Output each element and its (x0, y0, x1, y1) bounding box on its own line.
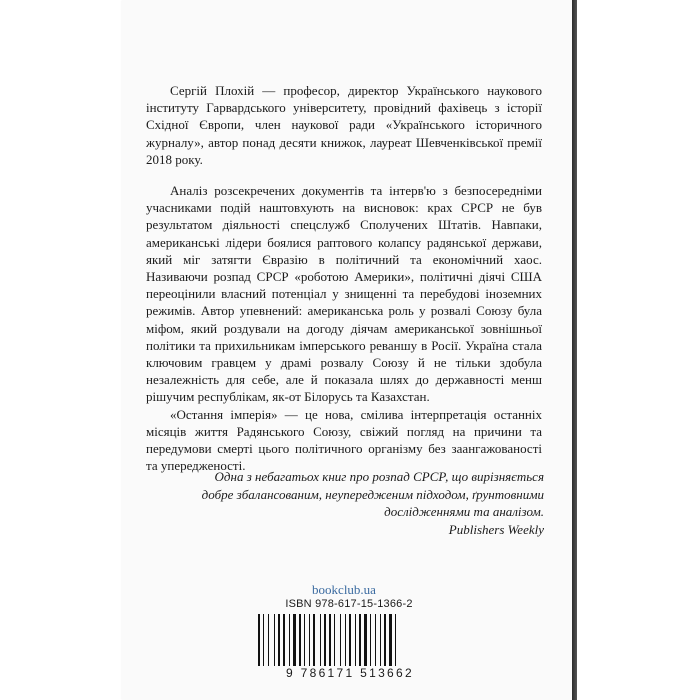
quote-source: Publishers Weekly (448, 521, 544, 537)
summary-paragraph: «Остання імперія» — це нова, смілива інтерпретація останніх місяців життя Радянського Союзу, свіжий погляд на причини та передумови смерті цього політичного організму без заангажованості та упередженості. (146, 406, 542, 474)
book-summary (146, 182, 542, 474)
barcode-icon (258, 614, 442, 666)
review-quote (180, 468, 544, 538)
barcode-digits: 9 786171 513662 (286, 666, 414, 680)
quote-text: Одна з небагатьох книг про розпад СРСР, що вирізняється добре збалансованим, неупередженим підходом, ґрунтовними дослідженнями та аналізом. (201, 469, 544, 519)
author-bio: Сергій Плохій — професор, директор Українського наукового інституту Гарвардського університету, провідний фахівець з історії Східної Європи, член наукової ради «Українського історичного журналу», автор понад десяти книжок, лауреат Шевченківської премії 2018 року. (146, 83, 542, 167)
spine-edge (572, 0, 577, 700)
publisher-website: bookclub.ua (312, 582, 376, 597)
isbn-label: ISBN 978-617-15-1366-2 (285, 598, 413, 610)
summary-paragraph: Аналіз розсекречених документів та інтерв'ю з безпосередніми учасниками подій наштовхують на висновок: крах СРСР не був результатом діяльності спецслужб Сполучених Штатів. Навпаки, американські лідери боялися раптового колапсу радянської держави, який міг затягти Євразію в політичний та економічний хаос. Називаючи розпад СРСР «роботою Америки», політичні діячі США переоцінили власний потенціал у знищенні та перебудові іноземних режимів. Автор упевнений: американська роль у розвалі Союзу була міфом, який роздували на догоду діячам американської зовнішньої політики та прихильникам імперського реваншу в Росії. Україна стала ключовим гравцем у драмі розвалу Союзу й не тільки здобула незалежність для себе, але й показала шлях до державності менш рішучим республікам, як-от Білорусь та Казахстан. (146, 183, 542, 405)
